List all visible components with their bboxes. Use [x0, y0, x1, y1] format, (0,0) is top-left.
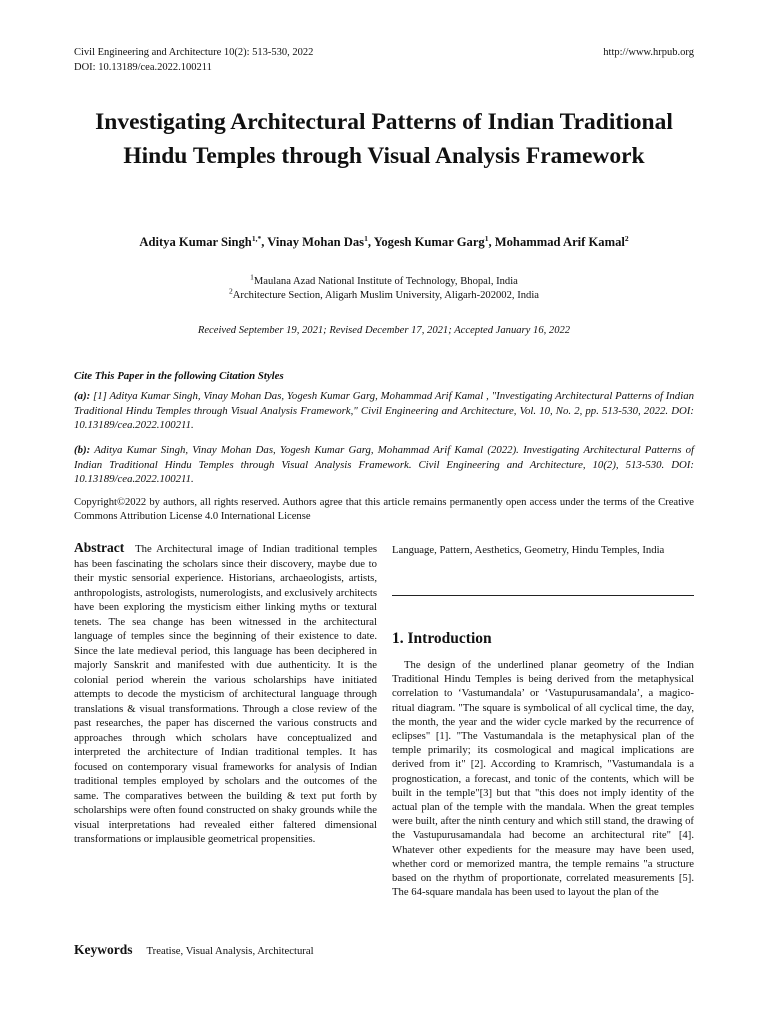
affiliation-line: $^2$Architecture Section, Aligarh Muslim University, Aligarh-202002, India [229, 286, 539, 301]
affiliation-line: $^1$Maulana Azad National Institute of Technology, Bhopal, India [250, 272, 518, 287]
citation-style-a [74, 389, 694, 433]
citation-style-b [74, 443, 694, 487]
author-name: Yogesh Kumar Garg [373, 235, 485, 249]
abstract-heading: Abstract [74, 540, 125, 555]
copyright-notice: Copyright©2022 by authors, all rights reserved. Authors agree that this article remains permanently open access under the terms of the Creative Commons Attribution License 4.0 International License [74, 497, 694, 522]
running-header-journal [74, 45, 313, 75]
author-affiliation-mark: 2 [624, 233, 629, 243]
affiliations [74, 272, 694, 303]
author-affiliation-mark: 1 [484, 233, 489, 243]
citation-heading: Cite This Paper in the following Citation Styles [74, 370, 284, 382]
citation-label-b: (b): [74, 444, 91, 456]
section-divider [392, 595, 694, 596]
author-name: Vinay Mohan Das [267, 235, 365, 249]
author-affiliation-mark: 1,* [251, 233, 262, 243]
introduction-paragraph: The design of the underlined planar geometry of the Indian Traditional Hindu Temples is being derived from the metaphysical correlation to ‘Vastumandala’ or ‘Vastupurusamandala’, a magico-ritual diagram. "The square is symbolical of all cyclical time, the day, the month, the year and the wider cycle marked by the recurrence of eclipses" [1]. "The Vastumandala is the metaphysical plan of the temple primarily; its cosmological and magical implications are derived from it" [2]. According to Kramrisch, "Vastumandala is a prognostication, a forecast, and tonic of the contents, which will be built in the temple"[3] but that "this does not imply identity of the actual plan of the temple with the mandala. When the great temples were built, after the ninth century and which still stand, the drawing of the Vastupurusamandala had become an architectural rite" [4]. Whatever other expedients for the measure may have been used, whether cord or memorized mantra, the temple remains "a structure based on the rhythm of proportionate, correlated measurements [5]. The 64-square mandala has been used to layout the plan of the [392, 659, 694, 899]
keywords-heading: Keywords [74, 942, 133, 957]
journal-url[interactable]: http://www.hrpub.org [603, 47, 694, 58]
author-name: Mohammad Arif Kamal [494, 235, 625, 249]
paper-title: Investigating Architectural Patterns of Indian Traditional Hindu Temples through Visual Analysis Framework [95, 109, 673, 169]
citation-text-a: [1] Aditya Kumar Singh, Vinay Mohan Das, Yogesh Kumar Garg, Mohammad Arif Kamal , "Investigating Architectural Patterns of Indian Traditional Hindu Temples through Visual Analysis Framework," Civil Engineering and Architecture, Vol. 10, No. 2, pp. 513-530, 2022. DOI: 10.13189/cea.2022.100211. [74, 390, 694, 431]
journal-citation: Civil Engineering and Architecture 10(2): 513-530, 2022 [74, 47, 314, 58]
abstract-section [74, 541, 377, 847]
abstract-text: The Architectural image of Indian traditional temples has been fascinating the scholars since their discovery, maybe due to their mystic sensorial experience. Historians, archaeologists, artists, anthropologists, astrologists, numerologists, and exclusively architects have been exploring the mysticism either linking myths or textural tenets. The sea change has been witnessed in the architectural language of temples since the beginning of their existence to date. Since the late medieval period, this language has been deciphered in majorly Sanskrit and manifested with due authenticity. It is the colonial period wherein the various scholarships have initiated attempts to decode the mysticism of architectural language through translations & visual transformations. Through a close review of the past researches, the paper has discerned the various constructs and approaches through which scholars have conceptualized and interpreted the architecture of Indian traditional temples. It has focused on contemporary visual frameworks for analysis of Indian traditional temples employed by scholars and the outcomes of the same. The comparatives between the building & text put forth by scholarships were often found constructed on shaky grounds while the visual interpretations had revealed either faltered dimensional transformations or implausible geometrical propensities. [74, 543, 378, 845]
introduction-heading: 1. Introduction [392, 630, 492, 647]
author-name: Aditya Kumar Singh [139, 235, 252, 249]
author-list: Aditya Kumar Singh$^{1,*}$, Vinay Mohan Das$^1$, Yogesh Kumar Garg$^1$, Mohammad Arif Kamal$^2$ [139, 233, 629, 249]
citation-label-a: (a): [74, 390, 91, 402]
doi: DOI: 10.13189/cea.2022.100211 [74, 62, 212, 73]
keywords-text-cont: Language, Pattern, Aesthetics, Geometry, Hindu Temples, India [392, 544, 665, 556]
author-affiliation-mark: 1 [364, 233, 368, 243]
received-dates: Received September 19, 2021; Revised December 17, 2021; Accepted January 16, 2022 [197, 325, 571, 336]
keywords-text: Treatise, Visual Analysis, Architectural [146, 945, 314, 957]
citation-text-b: Aditya Kumar Singh, Vinay Mohan Das, Yogesh Kumar Garg, Mohammad Arif Kamal (2022). Investigating Architectural Patterns of Indian Traditional Hindu Temples through Visual Analysis Framework. Civil Engineering and Architecture, 10(2), 513-530. DOI: 10.13189/cea.2022.100211. [74, 444, 694, 485]
keywords-continuation [392, 543, 694, 558]
keywords-row [74, 943, 377, 959]
